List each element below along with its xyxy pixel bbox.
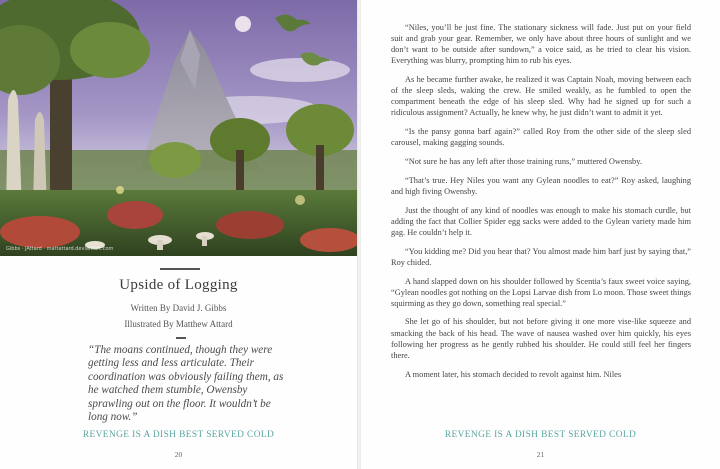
illustration-credit: Gibbs · JAttard · mattattard.deviantart.com	[6, 246, 114, 252]
paragraph: “Not sure he has any left after those training runs,” muttered Owensby.	[405, 157, 642, 166]
paragraph: As he became further awake, he realized it was Captain Noah, moving between each of the sleep sleds, waking the crew. He smiled weakly, as he fumbled to open the compartment beneath the edge of his sleep sled. Why had he signed up for such a ridiculous assignment? Actually, he knew why, he just didn’t want to admit it yet.	[391, 75, 691, 118]
illustrator-credit: Illustrated By Matthew Attard	[124, 319, 233, 329]
paragraph: “Is the pansy gonna barf again?” called Roy from the other side of the sleep sled carousel, making gagging sounds.	[391, 127, 691, 148]
left-footer-title: REVENGE IS A DISH BEST SERVED COLD	[82, 430, 275, 440]
author-credit: Written By David J. Gibbs	[130, 303, 227, 313]
paragraph: She let go of his shoulder, but not before giving it one more vise-like squeeze and smacking the back of his head. The wave of nausea washed over him quickly, his eyes following her progress as he gently rubbed his shoulder. He could still feel her fingers there.	[391, 317, 691, 360]
pull-quote: “The moans continued, though they were getting less and less articulate. Their coordination was obviously failing them, as he watched them stumble, Owensby sprawling out on the floor. It wouldn’t be long now.”	[88, 344, 284, 424]
paragraph: “You kidding me? Did you hear that? You almost made him barf just by saying that,” Roy chided.	[391, 246, 691, 267]
paragraph: “Niles, you’ll be just fine. The stationary sickness will fade. Just put on your field suit and grab your gear. Remember, we only have about three hours of sunlight and we don’t want to be outside after sundown,” a voice said, as he tried to clear his vision. Everything was blurry, prompting him to rub his eyes.	[391, 23, 691, 66]
paragraph: “That’s true. Hey Niles you want any Gylean noodles to eat?” Roy asked, laughing and high fiving Owensby.	[391, 175, 691, 196]
right-page-number: 21	[536, 450, 545, 459]
paragraph: Just the thought of any kind of noodles was enough to make his stomach curdle, but adding the fact that Collier Spider egg sacks were added to the Gylean variety made him gag. He couldn’t help it.	[391, 205, 691, 237]
story-title: Upside of Logging	[119, 277, 238, 293]
left-page	[0, 0, 357, 469]
left-page-number: 20	[174, 450, 183, 459]
title-rule-bottom	[176, 337, 186, 339]
story-illustration	[0, 0, 357, 256]
story-body	[391, 22, 691, 387]
paragraph: A moment later, his stomach decided to revolt against him. Niles	[405, 369, 622, 379]
title-rule-top	[160, 268, 200, 270]
right-page	[361, 0, 720, 469]
paragraph: A hand slapped down on his shoulder followed by Scentia’s faux sweet voice saying, “Gylean noodles got nothing on the Lopsi Larvae dish from Lo moon. Those sweet things squirming as they go down, something real special.”	[391, 276, 691, 308]
right-footer-title: REVENGE IS A DISH BEST SERVED COLD	[444, 430, 637, 440]
